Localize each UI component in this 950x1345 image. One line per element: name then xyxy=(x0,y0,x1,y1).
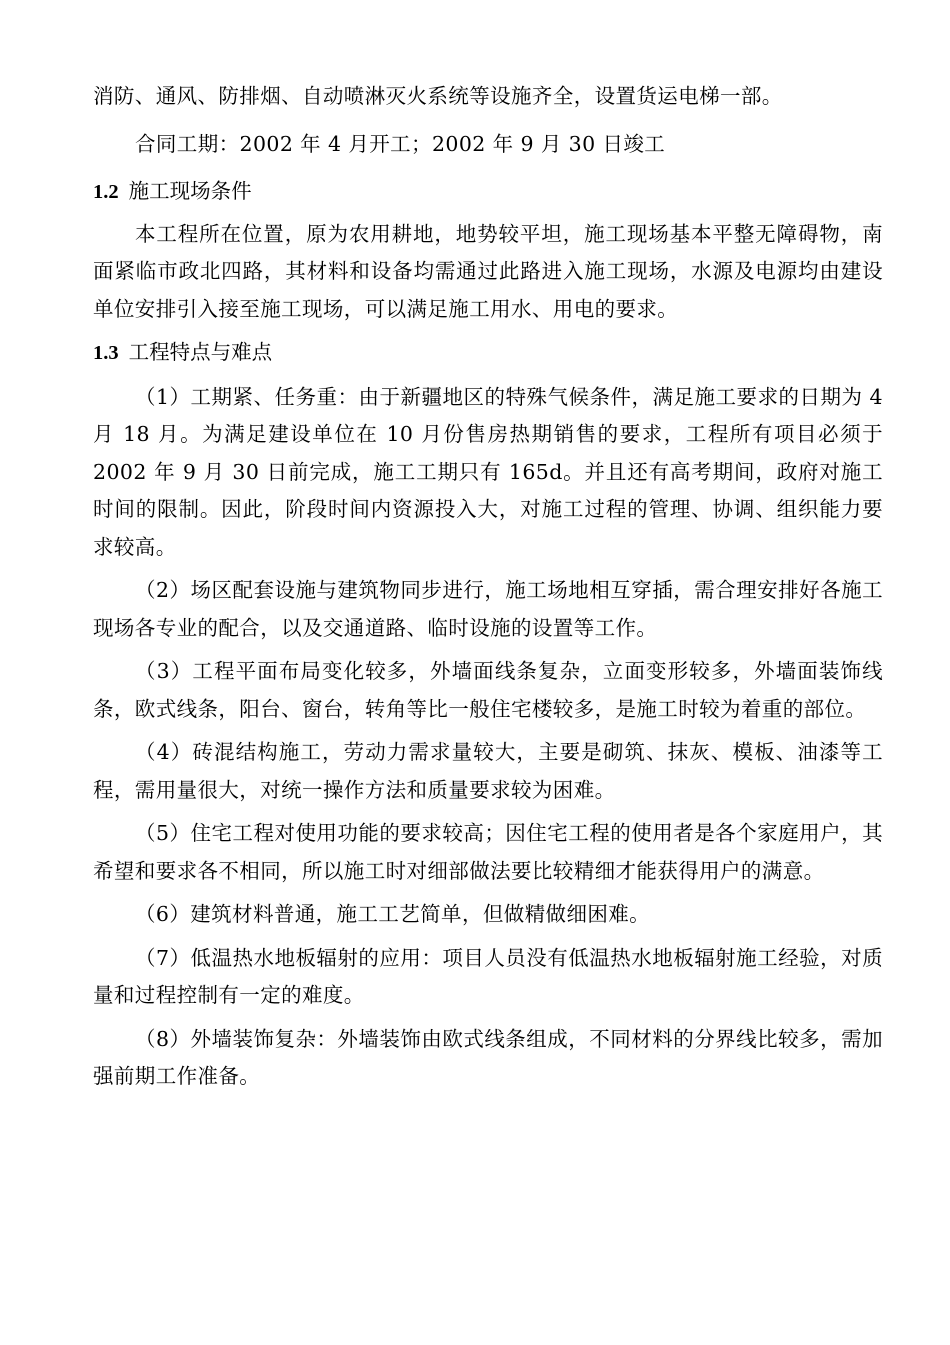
section-1-3-number: 1.3 xyxy=(93,342,119,364)
difficulty-item-2: （2）场区配套设施与建筑物同步进行，施工场地相互穿插，需合理安排好各施工现场各专业的配合，以及交通道路、临时设施的设置等工作。 xyxy=(93,578,883,640)
section-1-3-heading xyxy=(93,334,883,373)
section-1-2-number: 1.2 xyxy=(93,181,119,203)
section-1-2-body: 本工程所在位置，原为农用耕地，地势较平坦，施工现场基本平整无障碍物，南面紧临市政北四路，其材料和设备均需通过此路进入施工现场，水源及电源均由建设单位安排引入接至施工现场，可以满足施工用水、用电的要求。 xyxy=(93,221,883,321)
contract-period-paragraph: 合同工期：2002 年 4 月开工；2002 年 9 月 30 日竣工 xyxy=(135,131,666,156)
difficulty-item-8: （8）外墙装饰复杂：外墙装饰由欧式线条组成，不同材料的分界线比较多，需加强前期工作准备。 xyxy=(93,1026,883,1088)
difficulty-item-7: （7）低温热水地板辐射的应用：项目人员没有低温热水地板辐射施工经验，对质量和过程控制有一定的难度。 xyxy=(93,945,883,1007)
difficulty-item-3: （3）工程平面布局变化较多，外墙面线条复杂，立面变形较多，外墙面装饰线条，欧式线条，阳台、窗台，转角等比一般住宅楼较多，是施工时较为着重的部位。 xyxy=(93,659,883,721)
difficulty-item-1: （1）工期紧、任务重：由于新疆地区的特殊气候条件，满足施工要求的日期为 4 月 18 月。为满足建设单位在 10 月份售房热期销售的要求，工程所有项目必须于 2002 年 9 月 30 日前完成，施工工期只有 165d。并且还有高考期间，政府对施工时间的限制。因此，阶段时间内资源投入大，对施工过程的管理、协调、组织能力要求较高。 xyxy=(93,384,883,559)
section-1-3-title: 工程特点与难点 xyxy=(128,340,273,364)
difficulty-item-5: （5）住宅工程对使用功能的要求较高；因住宅工程的使用者是各个家庭用户，其希望和要求各不相同，所以施工时对细部做法要比较精细才能获得用户的满意。 xyxy=(93,821,883,883)
difficulty-item-4: （4）砖混结构施工，劳动力需求量较大，主要是砌筑、抹灰、模板、油漆等工程，需用量很大，对统一操作方法和质量要求较为困难。 xyxy=(93,740,883,802)
intro-tail-paragraph: 消防、通风、防排烟、自动喷淋灭火系统等设施齐全，设置货运电梯一部。 xyxy=(93,84,783,108)
difficulty-item-6: （6）建筑材料普通，施工工艺简单，但做精做细困难。 xyxy=(135,902,651,926)
document-page xyxy=(93,78,883,1096)
section-1-2-heading xyxy=(93,173,883,212)
section-1-2-title: 施工现场条件 xyxy=(128,179,252,203)
